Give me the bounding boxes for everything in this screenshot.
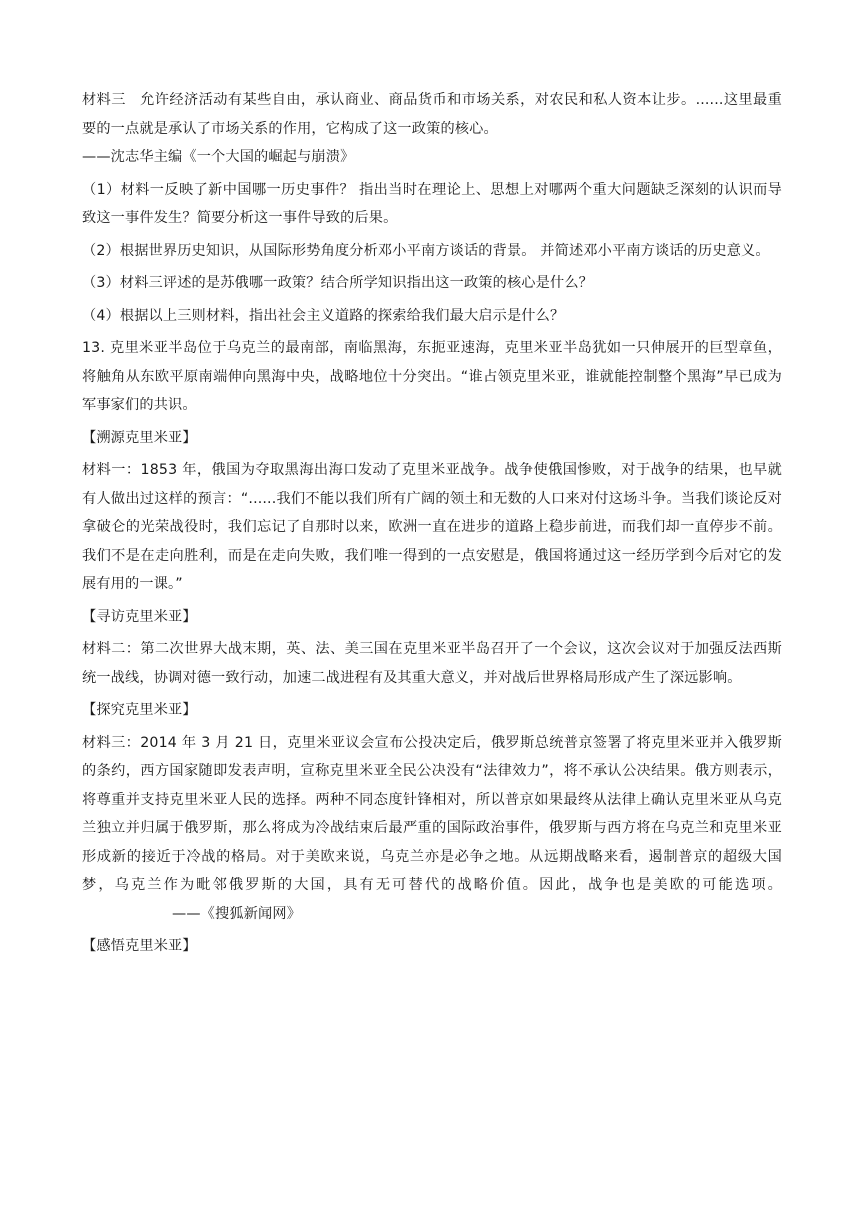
- question-2: （2）根据世界历史知识，从国际形势角度分析邓小平南方谈话的背景。 并简述邓小平南方谈话的历史意义。: [82, 242, 770, 259]
- q13-material-3-text: 材料三：2014 年 3 月 21 日，克里米亚议会宣布公投决定后，俄罗斯总统普京签署了将克里米亚并入俄罗斯的条约，西方国家随即发表声明，宣称克里米亚全民公决没有“法律效力”，将不承认公决结果。俄方则表示，将尊重并支持克里米亚人民的选择。两种不同态度针锋相对，所以普京如果最终从法律上确认克里米亚从乌克兰独立并归属于俄罗斯，那么将成为冷战结束后最严重的国际政治事件，俄罗斯与西方将在乌克兰和克里米亚形成新的接近于冷战的格局。对于美欧来说，乌克兰亦是必争之地。从远期战略来看，遏制普京的超级大国梦，乌克兰作为毗邻俄罗斯的大国，具有无可替代的战略价值。因此，战争也是美欧的可能选项。: [82, 734, 782, 893]
- question-4: （4）根据以上三则材料，指出社会主义道路的探索给我们最大启示是什么？: [82, 307, 565, 324]
- material-3-label: 材料三: [82, 92, 126, 108]
- q13-material-2: 材料二：第二次世界大战末期，英、法、美三国在克里米亚半岛召开了一个会议，这次会议对于加强反法西斯统一战线，协调对德一致行动，加速二战进程有及其重大意义，并对战后世界格局形成产生了深远影响。: [82, 641, 782, 686]
- section-title-explore: 【探究克里米亚】: [82, 702, 197, 718]
- question-3: （3）材料三评述的是苏俄哪一政策？结合所学知识指出这一政策的核心是什么？: [82, 275, 593, 291]
- material-3-paragraph: [82, 86, 782, 143]
- section-title-origin: 【溯源克里米亚】: [82, 429, 197, 446]
- q13-material-3-source: ——《搜狐新闻网》: [172, 905, 302, 922]
- question-13-intro: 13. 克里米亚半岛位于乌克兰的最南部，南临黑海，东扼亚速海，克里米亚半岛犹如一只伸展开的巨型章鱼，将触角从东欧平原南端伸向黑海中央，战略地位十分突出。“谁占领克里米亚，谁就能控制整个黑海”早已成为军事家们的共识。: [82, 340, 782, 413]
- section-title-reflect: 【感悟克里米亚】: [82, 938, 197, 954]
- material-3-source: ——沈志华主编《一个大国的崛起与崩溃》: [82, 149, 355, 165]
- document-page: [82, 86, 782, 961]
- q13-material-3: [82, 729, 782, 929]
- question-1: （1）材料一反映了新中国哪一历史事件？ 指出当时在理论上、思想上对哪两个重大问题缺乏深刻的认识而导致这一事件发生？简要分析这一事件导致的后果。: [82, 181, 782, 226]
- section-title-visit: 【寻访克里米亚】: [82, 608, 197, 625]
- material-3-text: 允许经济活动有某些自由，承认商业、商品货币和市场关系，对农民和私人资本让步。......这里最重要的一点就是承认了市场关系的作用，它构成了这一政策的核心。: [82, 92, 783, 137]
- q13-material-1: 材料一：1853 年，俄国为夺取黑海出海口发动了克里米亚战争。战争使俄国惨败，对于战争的结果，也早就有人做出过这样的预言：“......我们不能以我们所有广阔的领土和无数的人口来对付这场斗争。当我们谈论反对拿破仑的光荣战役时，我们忘记了自那时以来，欧洲一直在进步的道路上稳步前进，而我们却一直停步不前。我们不是在走向胜利，而是在走向失败，我们唯一得到的一点安慰是，俄国将通过这一经历学到今后对它的发展有用的一课。”: [82, 462, 782, 592]
